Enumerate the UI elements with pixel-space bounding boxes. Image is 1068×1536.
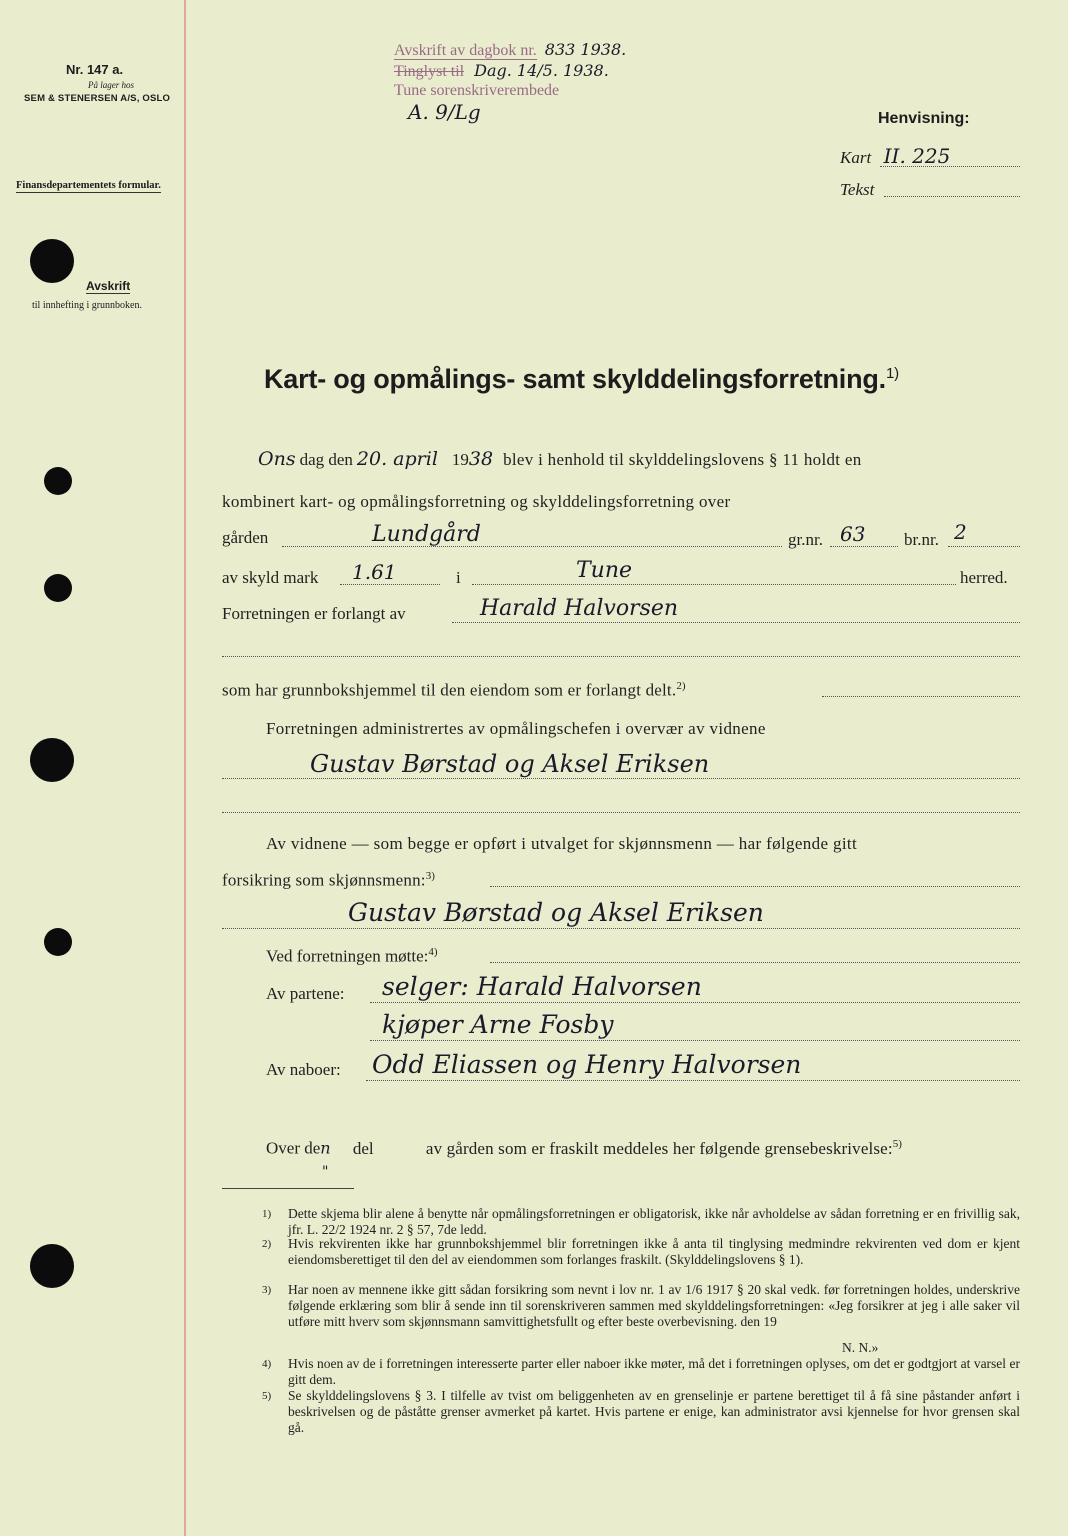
stamp-court: Tune sorenskriverembede	[394, 82, 560, 99]
grunnbok-text: som har grunnbokshjemmel til den eiendom som er forlangt delt.	[222, 680, 677, 700]
brnr-value: 2	[954, 520, 967, 544]
vidner-value: Gustav Børstad og Aksel Eriksen	[310, 750, 710, 778]
punch-hole	[30, 239, 74, 283]
stamp-tinglyst-label: Tinglyst til	[394, 63, 465, 80]
form-line1-rest: blev i henhold til skylddelingslovens § 11 holdt en	[503, 450, 862, 469]
mott-footnote-ref: 4)	[428, 946, 438, 958]
forlangt-line-2	[222, 656, 1020, 657]
over-del: del	[352, 1138, 374, 1158]
i-label: i	[456, 568, 461, 587]
admin-line: Forretningen administrertes av opmålingschefen i overvær av vidnene	[266, 719, 766, 738]
garden-label: gården	[222, 528, 269, 547]
avskrift-subtitle: til innhefting i grunnboken.	[32, 300, 142, 311]
skyld-label: av skyld mark	[222, 568, 319, 587]
naboer-line	[366, 1080, 1020, 1081]
footnote-text: Har noen av mennene ikke gitt sådan forsikring som nevnt i lov nr. 1 av 1/6 1917 § 20 skal vedk. før forretningen holdes, underskrive følgende erklæring som blir å sende inn til sorenskriveren sammen med skylddelingsforretningen: «Jeg forsikrer at jeg i alle saker vil utføre mitt hverv som skjønnsmann samvittighetsfullt og efter beste overbevisning. den 19	[288, 1282, 1020, 1329]
over-footnote-ref: 5)	[892, 1138, 902, 1150]
dag-den-label: dag den	[299, 450, 353, 469]
mott-text: Ved forretningen møtte:	[266, 946, 429, 966]
title-footnote-ref: 1)	[885, 365, 899, 382]
punch-hole	[44, 574, 72, 602]
grnr-label: gr.nr.	[788, 530, 823, 549]
footnote	[262, 1206, 1020, 1238]
footnote	[262, 1356, 1020, 1388]
vidner-fill-line	[490, 886, 1020, 887]
grnr-line	[830, 546, 898, 547]
footnote	[262, 1388, 1020, 1436]
vidner-line2-text: forsikring som skjønnsmenn:	[222, 870, 426, 890]
department-label: Finansdepartementets formular.	[16, 180, 161, 191]
over-hand: n	[320, 1138, 331, 1158]
footnote-text: Hvis rekvirenten ikke har grunnbokshjemmel blir forretningen ikke å anta til tinglysing medmindre rekvirenten ved dom er kjent eiendomsberettiget til den del av eiendommen som forlanges fraskilt. (Skylddelingslovens § 1).	[288, 1236, 1020, 1267]
herred-value: Tune	[576, 558, 633, 583]
year-value: 38	[468, 448, 494, 470]
footnote-text: N. N.»	[842, 1340, 879, 1355]
vidner-line1: Av vidnene — som begge er opført i utvalget for skjønnsmenn — har følgende gitt	[266, 834, 858, 853]
partene-buyer: kjøper Arne Fosby	[382, 1010, 614, 1039]
kart-label: Kart	[840, 148, 872, 167]
mott-fill-line	[490, 962, 1020, 963]
footnote-text: Se skylddelingslovens § 3. I tilfelle av tvist om beliggenheten av en grenselinje er partene berettiget til å få sine påstander anført i beskrivelsen og de påståtte grenser avmerket på kartet. Hvis partene er enige, kan administrator avsi kjennelse for hvor grensen skal gå.	[288, 1388, 1020, 1435]
form-number: Nr. 147 a.	[66, 62, 124, 77]
footnote-number: 1)	[262, 1208, 272, 1220]
stamp-dagbok-label: Avskrift av dagbok nr.	[394, 42, 537, 59]
page-title-text: Kart- og opmålings- samt skylddelingsforretning.	[264, 364, 886, 394]
naboer-value: Odd Eliassen og Henry Halvorsen	[372, 1050, 802, 1079]
footnote-text: Dette skjema blir alene å benytte når opmålingsforretningen er obligatorisk, ikke når avholdelse av sådan forretning er en frivillig sak, jfr. L. 22/2 1924 nr. 2 § 57, 7de ledd.	[288, 1206, 1020, 1237]
partene-label: Av partene:	[266, 984, 345, 1003]
footnote-number: 3)	[262, 1284, 272, 1296]
year-prefix: 19	[451, 450, 469, 469]
footnote	[262, 1236, 1020, 1268]
grunnbok-fill-line	[822, 696, 1020, 697]
footnote-rule	[222, 1188, 354, 1189]
publisher-name: SEM & STENERSEN A/S, OSLO	[24, 93, 171, 104]
reference-kart	[840, 144, 1020, 168]
garden-value: Lundgård	[372, 522, 481, 547]
skyld-line	[340, 584, 440, 585]
tekst-line	[884, 196, 1020, 197]
footnote-number: 5)	[262, 1390, 272, 1402]
tekst-label: Tekst	[840, 180, 875, 199]
grunnbok-footnote-ref: 2)	[676, 680, 686, 692]
kart-line	[880, 166, 1020, 167]
partene-seller: selger: Harald Halvorsen	[382, 972, 702, 1001]
stamp-date: Dag. 14/5. 1938.	[474, 61, 609, 80]
punch-hole	[30, 1244, 74, 1288]
forlangt-label: Forretningen er forlangt av	[222, 604, 406, 623]
kart-value: II. 225	[883, 144, 951, 168]
partene-line-2	[370, 1040, 1020, 1041]
stamp-block	[394, 40, 626, 124]
vidner-line	[222, 778, 1020, 779]
publisher-line: På lager hos	[88, 80, 134, 90]
punch-hole	[44, 467, 72, 495]
margin-rule	[184, 0, 186, 1536]
mott-line	[266, 946, 438, 967]
form-line-combined: kombinert kart- og opmålingsforretning og skylddelingsforretning over	[222, 492, 731, 511]
form-line-date	[258, 448, 1020, 470]
herred-label: herred.	[960, 568, 1008, 587]
grunnbok-line	[222, 680, 685, 701]
signature-line	[222, 928, 1020, 929]
forlangt-value: Harald Halvorsen	[480, 596, 679, 621]
over-line	[266, 1138, 1026, 1159]
brnr-line	[948, 546, 1020, 547]
forlangt-line	[452, 622, 1020, 623]
grnr-value: 63	[840, 522, 866, 546]
stamp-initials: A. 9/Lg	[408, 100, 481, 124]
vidner-signatures: Gustav Børstad og Aksel Eriksen	[348, 898, 764, 927]
weekday-value: Ons	[258, 448, 296, 470]
stamp-dagbok-number: 833 1938.	[544, 40, 627, 59]
footnote-text: Hvis noen av de i forretningen interesserte parter eller naboer ikke møter, må det i forretningen oplyses, om det er godtgjort at varsel er gitt dem.	[288, 1356, 1020, 1387]
vidner-footnote-ref: 3)	[425, 870, 435, 882]
vidner-line2	[222, 870, 435, 891]
punch-hole	[30, 738, 74, 782]
footnote-number: 2)	[262, 1238, 272, 1250]
avskrift-title: Avskrift	[86, 279, 131, 293]
footnote	[262, 1282, 1020, 1330]
date-value: 20. april	[356, 448, 438, 470]
naboer-label: Av naboer:	[266, 1060, 341, 1079]
skyld-value: 1.61	[352, 560, 397, 584]
over-prefix: Over de	[266, 1138, 321, 1158]
punch-hole	[44, 928, 72, 956]
ditto-mark: "	[322, 1164, 329, 1180]
footnote-number: 4)	[262, 1358, 272, 1370]
over-rest: av gården som er fraskilt meddeles her følgende grensebeskrivelse:	[425, 1138, 893, 1158]
herred-line	[472, 584, 956, 585]
vidner-line-2	[222, 812, 1020, 813]
partene-line	[370, 1002, 1020, 1003]
garden-line	[282, 546, 782, 547]
page-title	[264, 364, 899, 395]
reference-label: Henvisning:	[878, 110, 970, 127]
footnote-signature	[842, 1340, 878, 1356]
brnr-label: br.nr.	[904, 530, 939, 549]
